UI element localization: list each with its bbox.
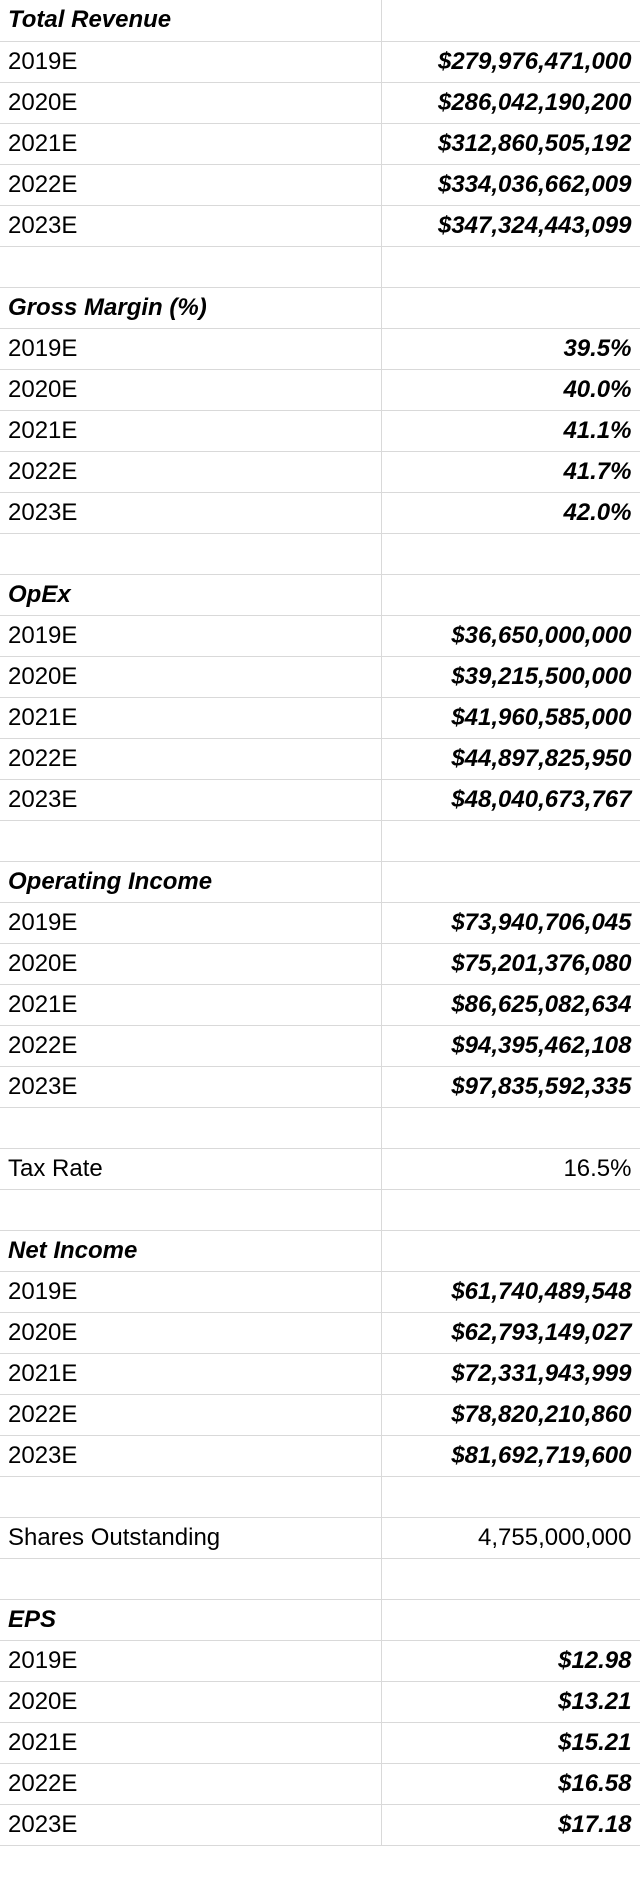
table-row [0, 1640, 640, 1681]
cell-label[interactable] [0, 1476, 381, 1517]
table-row [0, 123, 640, 164]
cell-label[interactable]: OpEx [0, 574, 381, 615]
table-row [0, 1681, 640, 1722]
cell-label[interactable]: 2021E [0, 1722, 381, 1763]
cell-label[interactable]: Shares Outstanding [0, 1517, 381, 1558]
cell-value[interactable]: 16.5% [381, 1148, 640, 1189]
section-header-row [0, 287, 640, 328]
cell-value[interactable]: $279,976,471,000 [381, 41, 640, 82]
table-row [0, 41, 640, 82]
cell-value[interactable]: $81,692,719,600 [381, 1435, 640, 1476]
cell-value[interactable]: $39,215,500,000 [381, 656, 640, 697]
cell-value[interactable]: $16.58 [381, 1763, 640, 1804]
cell-label[interactable]: Gross Margin (%) [0, 287, 381, 328]
cell-value[interactable] [381, 0, 640, 41]
cell-label[interactable]: 2020E [0, 943, 381, 984]
empty-row [0, 1558, 640, 1599]
empty-row [0, 1107, 640, 1148]
table-row [0, 1025, 640, 1066]
cell-value[interactable]: $62,793,149,027 [381, 1312, 640, 1353]
cell-value[interactable]: 41.7% [381, 451, 640, 492]
table-row [0, 1353, 640, 1394]
section-header-row [0, 1230, 640, 1271]
section-header-row [0, 574, 640, 615]
cell-value[interactable] [381, 1476, 640, 1517]
cell-value[interactable] [381, 246, 640, 287]
cell-label[interactable]: 2019E [0, 902, 381, 943]
cell-label[interactable]: 2020E [0, 369, 381, 410]
empty-row [0, 533, 640, 574]
cell-label[interactable]: 2020E [0, 656, 381, 697]
cell-label[interactable] [0, 820, 381, 861]
cell-label[interactable]: 2022E [0, 164, 381, 205]
metric-row [0, 1517, 640, 1558]
cell-value[interactable]: $286,042,190,200 [381, 82, 640, 123]
cell-value[interactable] [381, 820, 640, 861]
table-row [0, 164, 640, 205]
table-row [0, 656, 640, 697]
table-row [0, 1435, 640, 1476]
empty-row [0, 1476, 640, 1517]
section-header-row [0, 0, 640, 41]
cell-label[interactable]: 2020E [0, 82, 381, 123]
cell-value[interactable]: $73,940,706,045 [381, 902, 640, 943]
table-row [0, 697, 640, 738]
table-row [0, 1763, 640, 1804]
cell-label[interactable]: 2023E [0, 1804, 381, 1845]
cell-label[interactable]: 2022E [0, 451, 381, 492]
cell-value[interactable]: $347,324,443,099 [381, 205, 640, 246]
cell-value[interactable]: $86,625,082,634 [381, 984, 640, 1025]
cell-value[interactable] [381, 861, 640, 902]
cell-value[interactable] [381, 1558, 640, 1599]
cell-value[interactable]: $312,860,505,192 [381, 123, 640, 164]
cell-value[interactable]: $97,835,592,335 [381, 1066, 640, 1107]
cell-value[interactable] [381, 533, 640, 574]
table-row [0, 615, 640, 656]
table-row [0, 779, 640, 820]
cell-value[interactable]: $41,960,585,000 [381, 697, 640, 738]
table-row [0, 943, 640, 984]
cell-label[interactable]: 2019E [0, 1271, 381, 1312]
cell-label[interactable]: 2023E [0, 779, 381, 820]
cell-label[interactable]: 2022E [0, 738, 381, 779]
cell-label[interactable]: 2021E [0, 697, 381, 738]
cell-label[interactable]: 2019E [0, 615, 381, 656]
cell-value[interactable]: $48,040,673,767 [381, 779, 640, 820]
table-row [0, 1394, 640, 1435]
cell-label[interactable]: 2022E [0, 1025, 381, 1066]
cell-label[interactable]: 2021E [0, 410, 381, 451]
cell-value[interactable] [381, 1189, 640, 1230]
cell-label[interactable] [0, 1189, 381, 1230]
cell-value[interactable]: $94,395,462,108 [381, 1025, 640, 1066]
cell-label[interactable]: 2022E [0, 1394, 381, 1435]
table-row [0, 492, 640, 533]
table-row [0, 410, 640, 451]
cell-label[interactable] [0, 246, 381, 287]
cell-value[interactable]: 40.0% [381, 369, 640, 410]
cell-value[interactable]: $17.18 [381, 1804, 640, 1845]
table-row [0, 205, 640, 246]
table-row [0, 1271, 640, 1312]
cell-value[interactable] [381, 574, 640, 615]
cell-value[interactable] [381, 1230, 640, 1271]
cell-label[interactable]: 2021E [0, 1353, 381, 1394]
cell-label[interactable]: 2023E [0, 1066, 381, 1107]
cell-value[interactable]: $13.21 [381, 1681, 640, 1722]
cell-label[interactable]: 2020E [0, 1681, 381, 1722]
cell-value[interactable]: $75,201,376,080 [381, 943, 640, 984]
cell-value[interactable]: $36,650,000,000 [381, 615, 640, 656]
cell-label[interactable]: 2020E [0, 1312, 381, 1353]
cell-value[interactable]: 4,755,000,000 [381, 1517, 640, 1558]
empty-row [0, 820, 640, 861]
cell-label[interactable]: 2021E [0, 984, 381, 1025]
cell-value[interactable]: $12.98 [381, 1640, 640, 1681]
empty-row [0, 246, 640, 287]
cell-label[interactable]: Net Income [0, 1230, 381, 1271]
cell-label[interactable]: Tax Rate [0, 1148, 381, 1189]
cell-label[interactable]: 2023E [0, 492, 381, 533]
table-row [0, 984, 640, 1025]
table-row [0, 738, 640, 779]
cell-value[interactable]: $78,820,210,860 [381, 1394, 640, 1435]
section-header-row [0, 1599, 640, 1640]
cell-label[interactable] [0, 533, 381, 574]
cell-label[interactable]: 2023E [0, 205, 381, 246]
cell-value[interactable]: 39.5% [381, 328, 640, 369]
cell-label[interactable]: 2022E [0, 1763, 381, 1804]
table-row [0, 82, 640, 123]
table-row [0, 1066, 640, 1107]
cell-label[interactable]: 2019E [0, 1640, 381, 1681]
cell-label[interactable] [0, 1558, 381, 1599]
cell-label[interactable]: EPS [0, 1599, 381, 1640]
cell-value[interactable]: $72,331,943,999 [381, 1353, 640, 1394]
cell-label[interactable]: 2021E [0, 123, 381, 164]
table-row [0, 1722, 640, 1763]
cell-label[interactable]: 2019E [0, 41, 381, 82]
empty-row [0, 1189, 640, 1230]
cell-label[interactable] [0, 1107, 381, 1148]
table-row [0, 369, 640, 410]
cell-value[interactable]: 42.0% [381, 492, 640, 533]
table-row [0, 1804, 640, 1845]
cell-label[interactable]: 2023E [0, 1435, 381, 1476]
cell-value[interactable] [381, 1599, 640, 1640]
cell-value[interactable]: $15.21 [381, 1722, 640, 1763]
cell-label[interactable]: Operating Income [0, 861, 381, 902]
cell-value[interactable] [381, 287, 640, 328]
table-row [0, 328, 640, 369]
cell-label[interactable]: Total Revenue [0, 0, 381, 41]
cell-value[interactable]: $44,897,825,950 [381, 738, 640, 779]
cell-value[interactable]: $334,036,662,009 [381, 164, 640, 205]
section-header-row [0, 861, 640, 902]
cell-value[interactable]: $61,740,489,548 [381, 1271, 640, 1312]
table-row [0, 451, 640, 492]
table-row [0, 902, 640, 943]
cell-value[interactable] [381, 1107, 640, 1148]
cell-value[interactable]: 41.1% [381, 410, 640, 451]
table-row [0, 1312, 640, 1353]
metric-row [0, 1148, 640, 1189]
cell-label[interactable]: 2019E [0, 328, 381, 369]
